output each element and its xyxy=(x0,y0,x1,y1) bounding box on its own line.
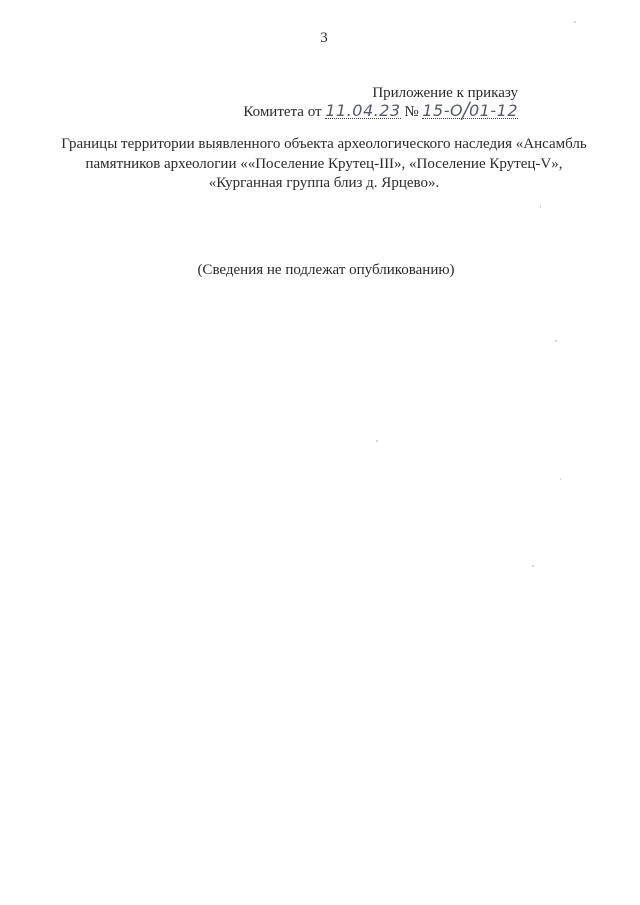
order-number xyxy=(422,94,518,127)
committee-label: Комитета от xyxy=(243,104,322,120)
appendix-title: Приложение к приказу xyxy=(372,85,518,101)
order-number-part-a: 15-О xyxy=(422,101,464,120)
scan-speck xyxy=(532,565,534,567)
appendix-block xyxy=(243,84,518,127)
order-number-label: № xyxy=(404,104,419,120)
scan-speck xyxy=(560,478,561,480)
scan-speck xyxy=(376,440,378,442)
page-number: 3 xyxy=(320,30,328,46)
scan-speck xyxy=(540,205,541,208)
scan-speck xyxy=(555,340,557,342)
slash-mark: / xyxy=(461,94,472,127)
boundaries-heading: Границы территории выявленного объекта археологического наследия «Ансамбль памятников археологии ««Поселение Крутец-III», «Поселение Крутец-V», «Курганная группа близ д. Ярцево». xyxy=(61,136,587,191)
order-number-part-b: 01-12 xyxy=(469,101,518,120)
scan-speck xyxy=(574,21,576,23)
confidentiality-notice: (Сведения не подлежат опубликованию) xyxy=(197,262,455,278)
appendix-order-line xyxy=(243,94,518,127)
order-date: 11.04.23 xyxy=(325,101,401,120)
